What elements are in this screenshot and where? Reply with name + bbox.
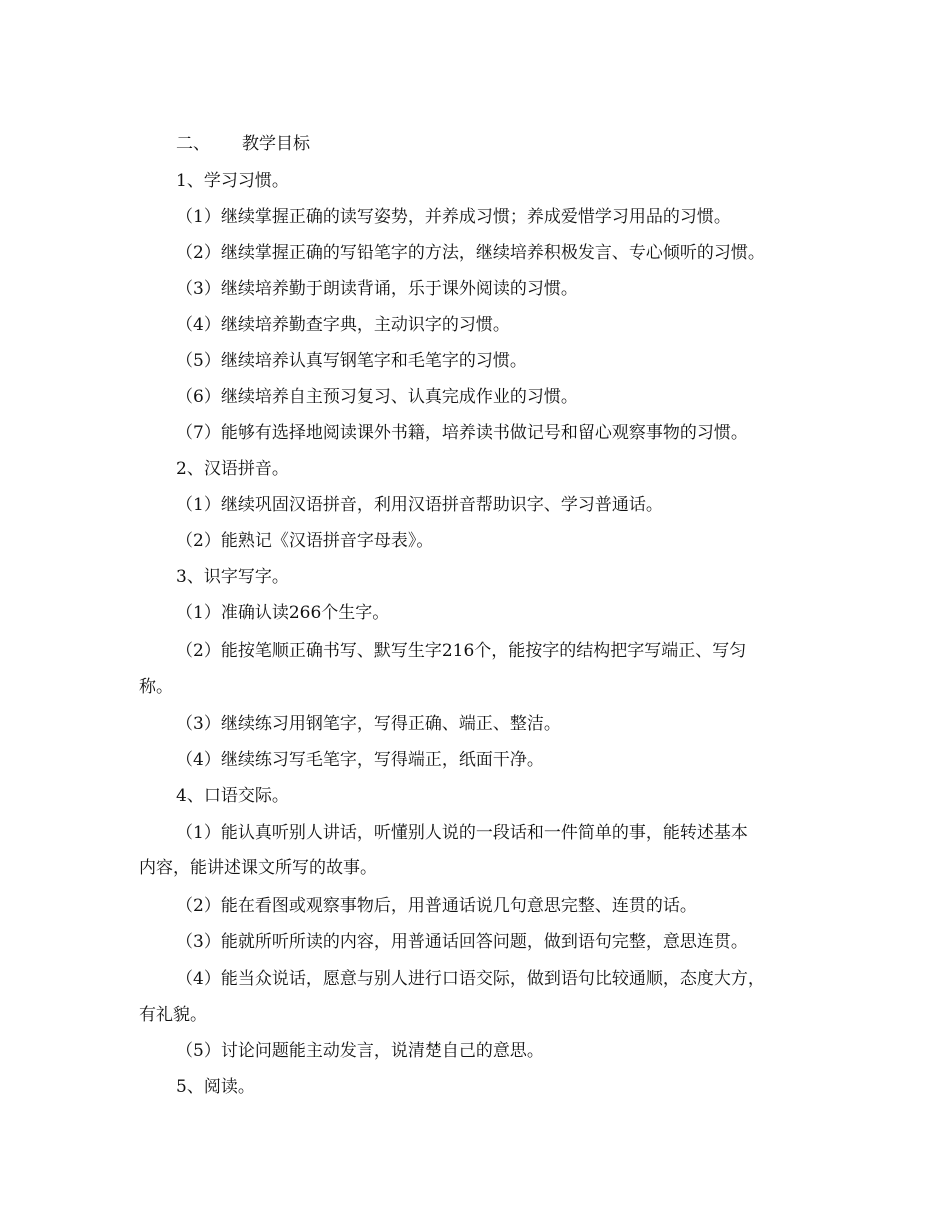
- subsection-heading: 1、学习习惯。: [176, 171, 289, 191]
- list-item: （1）继续巩固汉语拼音，利用汉语拼音帮助识字、学习普通话。: [176, 495, 663, 515]
- list-item: （2）继续掌握正确的写铅笔字的方法，继续培养积极发言、专心倾听的习惯。: [176, 243, 765, 263]
- list-item: （2）能按笔顺正确书写、默写生字216个，能按字的结构把字写端正、写匀: [176, 641, 747, 661]
- list-item: （5）继续培养认真写钢笔字和毛笔字的习惯。: [176, 351, 527, 371]
- list-item-continuation: 称。: [139, 677, 173, 697]
- list-item: （2）能熟记《汉语拼音字母表》。: [176, 531, 434, 551]
- list-item: （3）继续练习用钢笔字，写得正确、端正、整洁。: [176, 714, 561, 734]
- list-item: （4）继续培养勤查字典，主动识字的习惯。: [176, 315, 510, 335]
- subsection-heading: 4、口语交际。: [176, 786, 289, 806]
- list-item: （1）准确认读266个生字。: [176, 603, 390, 623]
- list-item: （2）能在看图或观察事物后，用普通话说几句意思完整、连贯的话。: [176, 896, 697, 916]
- section-title: 教学目标: [242, 134, 310, 154]
- list-item: （3）继续培养勤于朗读背诵，乐于课外阅读的习惯。: [176, 279, 578, 299]
- list-item: （3）能就所听所读的内容，用普通话回答问题，做到语句完整，意思连贯。: [176, 932, 748, 952]
- list-item: （1）能认真听别人讲话，听懂别人说的一段话和一件简单的事，能转述基本: [176, 823, 748, 843]
- list-item: （7）能够有选择地阅读课外书籍，培养读书做记号和留心观察事物的习惯。: [176, 423, 748, 443]
- list-item: （6）继续培养自主预习复习、认真完成作业的习惯。: [176, 387, 578, 407]
- list-item: （1）继续掌握正确的读写姿势，并养成习惯；养成爱惜学习用品的习惯。: [176, 207, 731, 227]
- list-item-continuation: 有礼貌。: [139, 1005, 207, 1025]
- subsection-heading: 5、阅读。: [176, 1077, 255, 1097]
- subsection-heading: 3、识字写字。: [176, 567, 289, 587]
- section-heading: [176, 133, 310, 155]
- section-number: 二、: [176, 134, 210, 154]
- list-item: （5）讨论问题能主动发言，说清楚自己的意思。: [176, 1041, 544, 1061]
- list-item: （4）能当众说话，愿意与别人进行口语交际，做到语句比较通顺，态度大方，: [176, 969, 765, 989]
- list-item: （4）继续练习写毛笔字，写得端正，纸面干净。: [176, 750, 544, 770]
- list-item-continuation: 内容，能讲述课文所写的故事。: [139, 858, 377, 878]
- subsection-heading: 2、汉语拼音。: [176, 459, 289, 479]
